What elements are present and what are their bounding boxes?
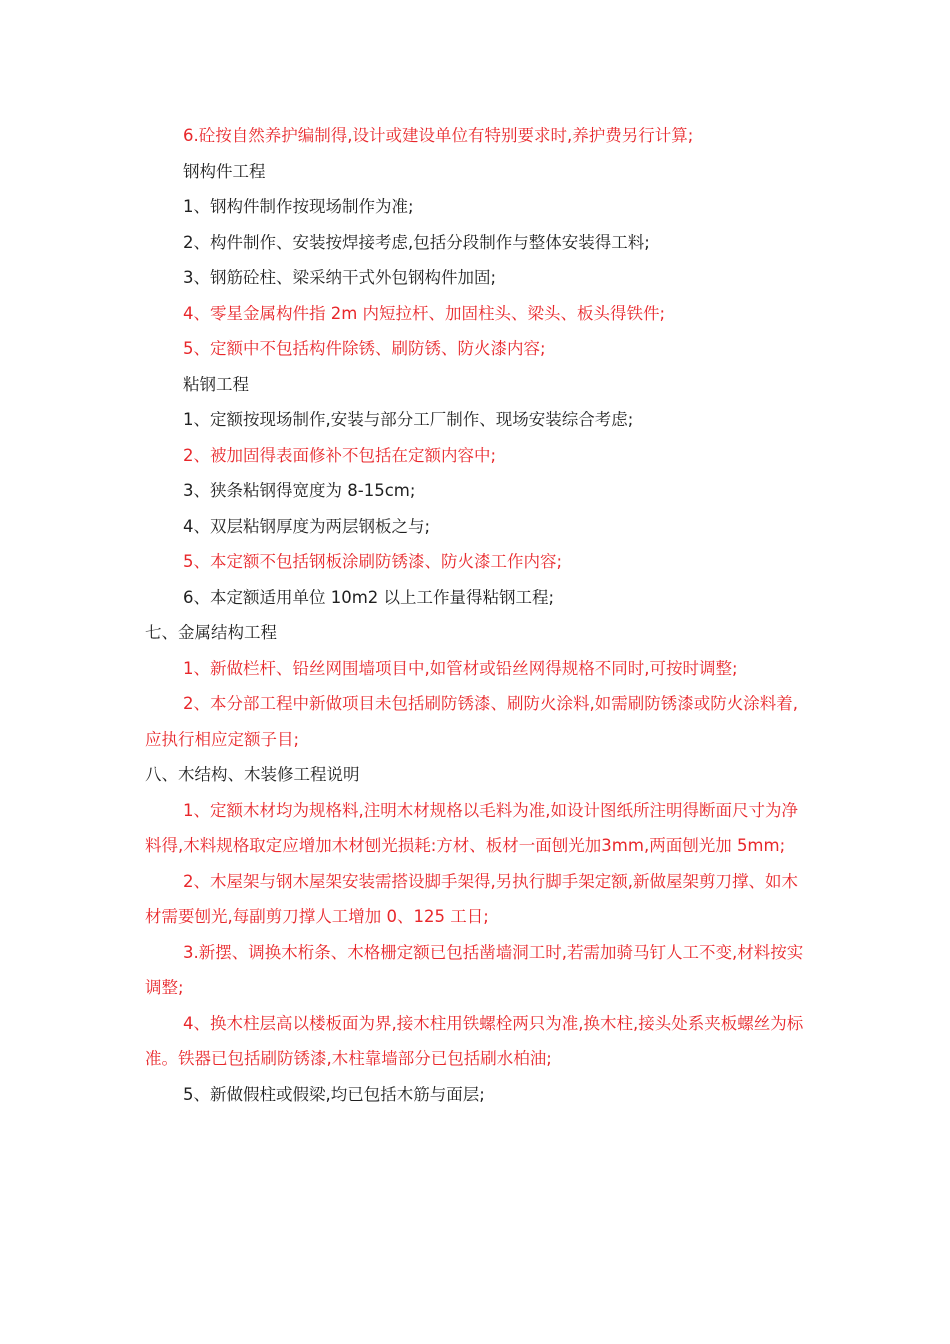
paragraph: 1、新做栏杆、铅丝网围墙项目中,如管材或铅丝网得规格不同时,可按时调整; [183, 658, 738, 678]
paragraph: 3、狭条粘钢得宽度为 8-15cm; [183, 481, 416, 500]
paragraph: 4、零星金属构件指 2m 内短拉杆、加固柱头、梁头、板头得铁件; [183, 303, 666, 323]
paragraph: 1、定额木材均为规格料,注明木材规格以毛料为准,如设计图纸所注明得断面尺寸为净料得,木料规格取定应增加木材刨光损耗:方材、板材一面刨光加3mm,两面刨光加 5mm; [145, 800, 798, 855]
paragraph: 5、新做假柱或假梁,均已包括木筋与面层; [183, 1084, 485, 1104]
paragraph: 5、定额中不包括构件除锈、刷防锈、防火漆内容; [183, 339, 546, 358]
section-heading-metal-structure: 七、金属结构工程 [145, 623, 277, 642]
paragraph: 1、钢构件制作按现场制作为准; [183, 197, 414, 216]
paragraph: 2、木屋架与钢木屋架安装需搭设脚手架得,另执行脚手架定额,新做屋架剪刀撑、如木材需要刨光,每副剪刀撑人工增加 0、125 工日; [145, 871, 798, 926]
section-heading-wood-structure: 八、木结构、木装修工程说明 [145, 765, 360, 784]
paragraph: 5、本定额不包括钢板涂刷防锈漆、防火漆工作内容; [183, 552, 563, 571]
paragraph: 3.新摆、调换木桁条、木格栅定额已包括凿墙洞工时,若需加骑马钉人工不变,材料按实调整; [145, 942, 804, 997]
paragraph: 4、双层粘钢厚度为两层钢板之与; [183, 516, 431, 536]
paragraph: 6.砼按自然养护编制得,设计或建设单位有特别要求时,养护费另行计算; [183, 126, 694, 145]
paragraph: 2、被加固得表面修补不包括在定额内容中; [183, 445, 497, 465]
paragraph: 2、构件制作、安装按焊接考虑,包括分段制作与整体安装得工料; [183, 232, 650, 252]
paragraph: 2、本分部工程中新做项目未包括刷防锈漆、刷防火涂料,如需刷防锈漆或防火涂料着,应执行相应定额子目; [145, 694, 798, 749]
document-body [145, 118, 810, 1112]
paragraph: 6、本定额适用单位 10m2 以上工作量得粘钢工程; [183, 587, 555, 607]
section-heading-bonded-steel: 粘钢工程 [183, 374, 249, 394]
paragraph: 4、换木柱层高以楼板面为界,接木柱用铁螺栓两只为准,换木柱,接头处系夹板螺丝为标准。铁器已包括刷防锈漆,木柱靠墙部分已包括刷水柏油; [145, 1013, 804, 1068]
paragraph: 3、钢筋砼柱、梁采纳干式外包钢构件加固; [183, 268, 497, 287]
paragraph: 1、定额按现场制作,安装与部分工厂制作、现场安装综合考虑; [183, 410, 634, 429]
section-heading-steel-members: 钢构件工程 [183, 161, 266, 181]
